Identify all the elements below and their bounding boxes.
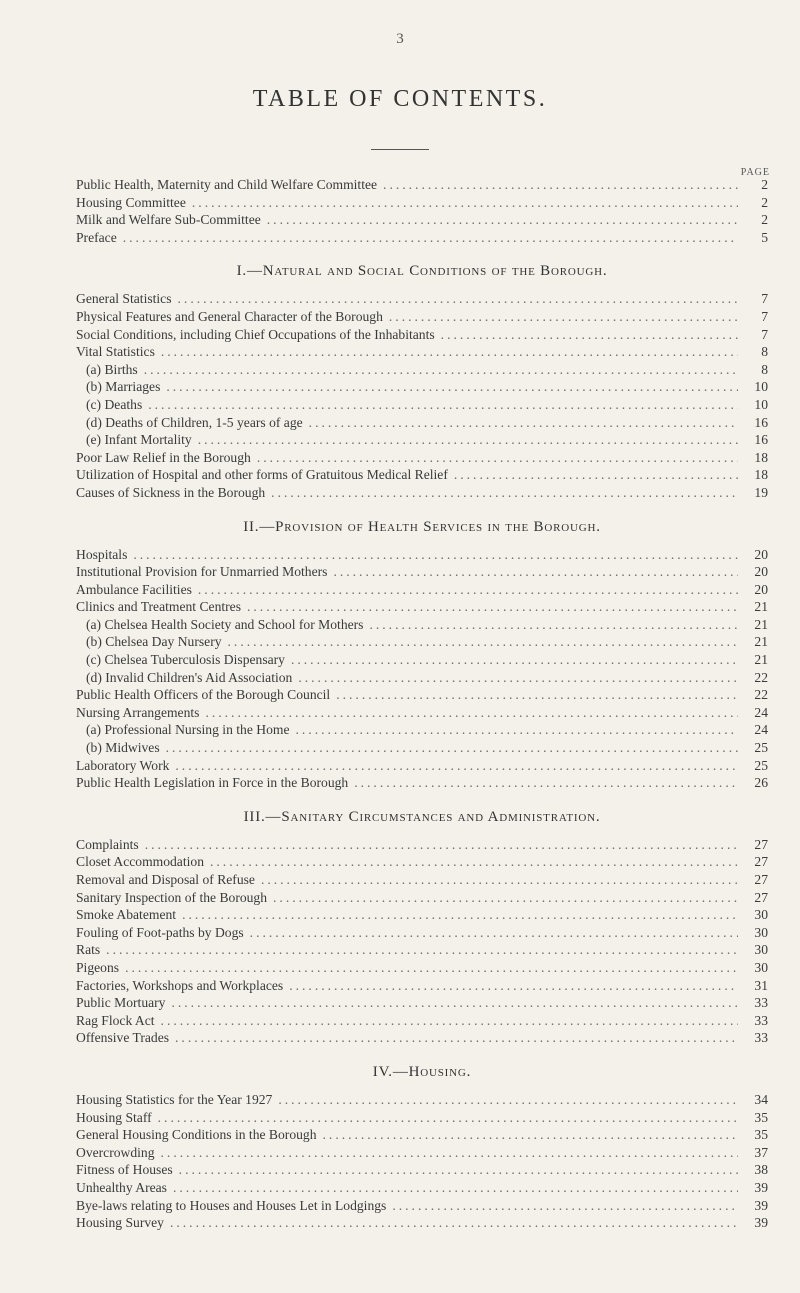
toc-entry-page: 21 <box>754 652 768 668</box>
leader-dots <box>247 598 738 616</box>
toc-entry-label: Closet Accommodation <box>76 854 204 870</box>
toc-entry-label: Fitness of Houses <box>76 1162 173 1178</box>
toc-entry <box>76 563 768 581</box>
toc-entry-page: 25 <box>754 757 768 773</box>
leader-dots <box>296 721 739 739</box>
toc-entry-label: Public Mortuary <box>76 995 166 1011</box>
toc-entry-label: Causes of Sickness in the Borough <box>76 484 266 500</box>
leader-dots <box>175 757 738 775</box>
toc-entry <box>76 176 768 194</box>
toc-entry-page: 20 <box>754 564 768 580</box>
leader-dots <box>161 343 738 361</box>
page-number: 3 <box>396 31 404 47</box>
leader-dots <box>192 194 738 212</box>
toc-entry-page: 2 <box>761 194 768 210</box>
leader-dots <box>173 1179 738 1197</box>
leader-dots <box>133 546 738 564</box>
leader-dots <box>271 484 738 502</box>
toc-entry-page: 7 <box>761 308 768 324</box>
toc-entry-label: Nursing Arrangements <box>76 704 200 720</box>
toc-entry-label: (a) Births <box>86 361 138 377</box>
toc-entry-page: 35 <box>754 1109 768 1125</box>
toc-entry <box>76 1161 768 1179</box>
toc-entry <box>76 343 768 361</box>
table-of-contents <box>76 176 768 1232</box>
toc-entry-page: 24 <box>754 704 768 720</box>
toc-entry <box>76 414 768 432</box>
toc-entry <box>76 871 768 889</box>
toc-entry <box>76 1214 768 1232</box>
toc-entry <box>76 1179 768 1197</box>
section-heading: II.—Provision of Health Services in the Borough. <box>243 518 601 535</box>
toc-entry <box>76 853 768 871</box>
toc-entry <box>76 757 768 775</box>
leader-dots <box>148 396 738 414</box>
toc-entry-label: Laboratory Work <box>76 757 170 773</box>
toc-entry-page: 5 <box>761 229 768 245</box>
toc-entry <box>76 651 768 669</box>
leader-dots <box>145 836 738 854</box>
toc-entry-label: (c) Deaths <box>86 396 143 412</box>
leader-dots <box>125 959 738 977</box>
leader-dots <box>170 1214 738 1232</box>
toc-entry-label: Pigeons <box>76 959 120 975</box>
toc-entry-page: 10 <box>754 379 768 395</box>
toc-entry-page: 33 <box>754 1030 768 1046</box>
toc-entry <box>76 1126 768 1144</box>
toc-entry <box>76 484 768 502</box>
toc-entry <box>76 889 768 907</box>
toc-entry-label: Complaints <box>76 836 139 852</box>
toc-entry <box>76 739 768 757</box>
toc-entry-label: Ambulance Facilities <box>76 581 192 597</box>
leader-dots <box>158 1109 738 1127</box>
toc-entry-page: 21 <box>754 634 768 650</box>
toc-entry <box>76 466 768 484</box>
toc-entry <box>76 361 768 379</box>
toc-entry-page: 26 <box>754 775 768 791</box>
toc-entry-label: Public Health, Maternity and Child Welfare Committee <box>76 177 378 192</box>
toc-entry-label: Poor Law Relief in the Borough <box>76 449 251 465</box>
toc-entry <box>76 836 768 854</box>
toc-entry <box>76 308 768 326</box>
toc-entry <box>76 449 768 467</box>
toc-entry-label: Institutional Provision for Unmarried Mothers <box>76 564 328 580</box>
toc-entry-page: 30 <box>754 942 768 958</box>
leader-dots <box>106 941 738 959</box>
toc-entry <box>76 290 768 308</box>
section-heading: I.—Natural and Social Conditions of the Borough. <box>236 263 608 280</box>
toc-entry-label: (e) Infant Mortality <box>86 432 192 448</box>
toc-entry <box>76 1091 768 1109</box>
toc-entry <box>76 546 768 564</box>
toc-entry-page: 8 <box>761 361 768 377</box>
toc-entry-page: 16 <box>754 432 768 448</box>
toc-entry-page: 18 <box>754 449 768 465</box>
toc-entry-label: (b) Marriages <box>86 379 161 395</box>
toc-entry-page: 34 <box>754 1091 768 1107</box>
toc-entry <box>76 194 768 212</box>
toc-entry-label: Hospitals <box>76 546 128 562</box>
leader-dots <box>261 871 738 889</box>
leader-dots <box>298 669 738 687</box>
toc-entry-label: Offensive Trades <box>76 1030 170 1046</box>
toc-entry <box>76 581 768 599</box>
toc-entry-page: 21 <box>754 599 768 615</box>
toc-entry-label: Social Conditions, including Chief Occupations of the Inhabitants <box>76 326 435 342</box>
leader-dots <box>198 581 738 599</box>
toc-entry <box>76 686 768 704</box>
leader-dots <box>323 1126 738 1144</box>
toc-entry-label: Factories, Workshops and Workplaces <box>76 977 284 993</box>
leader-dots <box>166 739 738 757</box>
leader-dots <box>389 308 738 326</box>
toc-entry-page: 27 <box>754 836 768 852</box>
toc-entry-label: Physical Features and General Character of the Borough <box>76 308 383 324</box>
toc-entry-label: Public Health Legislation in Force in the Borough <box>76 775 349 791</box>
toc-entry <box>76 378 768 396</box>
leader-dots <box>454 466 738 484</box>
toc-entry <box>76 906 768 924</box>
toc-entry-page: 30 <box>754 907 768 923</box>
leader-dots <box>392 1197 738 1215</box>
toc-entry-page: 19 <box>754 484 768 500</box>
toc-entry <box>76 924 768 942</box>
toc-entry-label: Utilization of Hospital and other forms of Gratuitous Medical Relief <box>76 467 448 483</box>
toc-entry-page: 8 <box>761 344 768 360</box>
toc-entry-label: Sanitary Inspection of the Borough <box>76 889 268 905</box>
toc-entry <box>76 1029 768 1047</box>
toc-entry <box>76 941 768 959</box>
toc-entry-label: (c) Chelsea Tuberculosis Dispensary <box>86 652 285 668</box>
toc-entry-page: 2 <box>761 212 768 228</box>
toc-entry-page: 24 <box>754 722 768 738</box>
toc-entry-page: 25 <box>754 740 768 756</box>
toc-entry-page: 37 <box>754 1144 768 1160</box>
toc-entry-page: 27 <box>754 872 768 887</box>
toc-entry <box>76 994 768 1012</box>
leader-dots <box>257 449 738 467</box>
toc-entry-label: Housing Statistics for the Year 1927 <box>76 1091 273 1107</box>
toc-entry-label: Public Health Officers of the Borough Council <box>76 687 331 703</box>
toc-entry <box>76 616 768 634</box>
toc-entry <box>76 959 768 977</box>
toc-entry-page: 27 <box>754 889 768 905</box>
leader-dots <box>178 290 738 308</box>
toc-entry <box>76 431 768 449</box>
page-column-label: PAGE <box>740 167 770 178</box>
leader-dots <box>289 977 738 995</box>
toc-entry-page: 7 <box>761 326 768 342</box>
toc-entry-page: 20 <box>754 546 768 562</box>
toc-entry <box>76 1144 768 1162</box>
toc-entry-label: Rats <box>76 942 101 958</box>
leader-dots <box>182 906 738 924</box>
toc-entry-label: (b) Midwives <box>86 740 160 756</box>
toc-entry <box>76 396 768 414</box>
toc-entry-page: 38 <box>754 1162 768 1178</box>
toc-entry-label: Overcrowding <box>76 1144 155 1160</box>
toc-entry-label: Removal and Disposal of Refuse <box>76 872 255 887</box>
toc-entry-label: Clinics and Treatment Centres <box>76 599 241 615</box>
toc-entry-page: 30 <box>754 959 768 975</box>
toc-entry-label: Housing Staff <box>76 1109 152 1125</box>
toc-entry-label: (b) Chelsea Day Nursery <box>86 634 222 650</box>
toc-entry <box>76 633 768 651</box>
leader-dots <box>228 633 738 651</box>
toc-entry-page: 10 <box>754 396 768 412</box>
toc-entry-label: Bye-laws relating to Houses and Houses Let in Lodgings <box>76 1197 387 1213</box>
toc-entry-page: 16 <box>754 414 768 430</box>
toc-entry-page: 20 <box>754 581 768 597</box>
toc-entry-label: General Housing Conditions in the Borough <box>76 1127 317 1143</box>
leader-dots <box>123 229 738 247</box>
toc-entry-page: 30 <box>754 924 768 940</box>
toc-entry-page: 2 <box>761 177 768 192</box>
leader-dots <box>166 378 738 396</box>
toc-entry-page: 22 <box>754 687 768 703</box>
leader-dots <box>336 686 738 704</box>
toc-entry <box>76 1012 768 1030</box>
toc-entry <box>76 977 768 995</box>
toc-entry <box>76 211 768 229</box>
leader-dots <box>210 853 738 871</box>
toc-entry <box>76 598 768 616</box>
leader-dots <box>250 924 738 942</box>
toc-entry-label: General Statistics <box>76 291 172 307</box>
leader-dots <box>309 414 738 432</box>
leader-dots <box>205 704 738 722</box>
leader-dots <box>267 211 738 229</box>
leader-dots <box>441 326 738 344</box>
toc-entry-page: 22 <box>754 669 768 685</box>
toc-entry <box>76 774 768 792</box>
toc-entry-label: (d) Deaths of Children, 1-5 years of age <box>86 414 303 430</box>
leader-dots <box>198 431 738 449</box>
leader-dots <box>354 774 738 792</box>
leader-dots <box>175 1029 738 1047</box>
toc-entry-label: (a) Professional Nursing in the Home <box>86 722 290 738</box>
leader-dots <box>278 1091 738 1109</box>
toc-entry <box>76 721 768 739</box>
toc-entry-label: Vital Statistics <box>76 344 155 360</box>
toc-entry <box>76 1197 768 1215</box>
leader-dots <box>144 361 738 379</box>
toc-entry-page: 21 <box>754 616 768 632</box>
toc-entry-page: 18 <box>754 467 768 483</box>
toc-entry-page: 7 <box>761 291 768 307</box>
toc-entry-page: 33 <box>754 1012 768 1028</box>
toc-entry-page: 35 <box>754 1127 768 1143</box>
toc-entry-label: Housing Committee <box>76 194 186 210</box>
leader-dots <box>171 994 738 1012</box>
toc-entry-label: (a) Chelsea Health Society and School for Mothers <box>86 616 364 632</box>
toc-entry-page: 39 <box>754 1197 768 1213</box>
toc-entry-label: Housing Survey <box>76 1215 164 1231</box>
leader-dots <box>161 1012 738 1030</box>
toc-entry <box>76 229 768 247</box>
toc-entry <box>76 1109 768 1127</box>
leader-dots <box>291 651 738 669</box>
toc-entry-label: Smoke Abatement <box>76 907 177 923</box>
section-heading: III.—Sanitary Circumstances and Administration. <box>243 808 601 825</box>
section-heading: IV.—Housing. <box>372 1063 472 1080</box>
toc-entry-label: (d) Invalid Children's Aid Association <box>86 669 293 685</box>
toc-entry-label: Fouling of Foot-paths by Dogs <box>76 924 244 940</box>
toc-entry <box>76 669 768 687</box>
leader-dots <box>273 889 738 907</box>
toc-entry-label: Milk and Welfare Sub-Committee <box>76 212 261 228</box>
leader-dots <box>179 1161 738 1179</box>
page-title: TABLE OF CONTENTS. <box>252 86 548 112</box>
toc-entry-page: 31 <box>754 977 768 993</box>
toc-entry <box>76 704 768 722</box>
title-divider <box>371 149 429 150</box>
toc-entry-page: 33 <box>754 995 768 1011</box>
toc-entry <box>76 326 768 344</box>
leader-dots <box>369 616 738 634</box>
leader-dots <box>161 1144 738 1162</box>
leader-dots <box>383 176 738 194</box>
leader-dots <box>333 563 738 581</box>
toc-entry-page: 27 <box>754 854 768 870</box>
toc-entry-label: Unhealthy Areas <box>76 1179 167 1195</box>
toc-entry-label: Rag Flock Act <box>76 1012 155 1028</box>
toc-entry-page: 39 <box>754 1179 768 1195</box>
toc-entry-label: Preface <box>76 229 117 245</box>
toc-entry-page: 39 <box>754 1215 768 1231</box>
